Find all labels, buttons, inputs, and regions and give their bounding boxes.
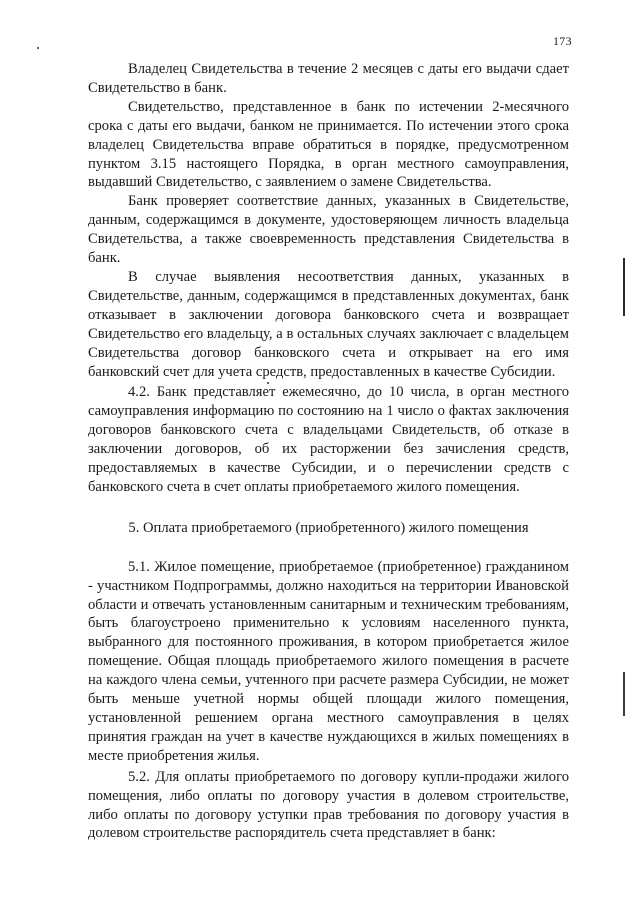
section-title: 5. Оплата приобретаемого (приобретенного) жилого помещения	[128, 519, 529, 536]
scan-binding-mark-lower	[623, 672, 625, 716]
page-number: 173	[553, 34, 572, 48]
paragraph-certificate-submission: Владелец Свидетельства в течение 2 месяцев с даты его выдачи сдает Свидетельство в банк.	[88, 61, 569, 96]
document-body	[88, 60, 569, 843]
paragraph-mismatch-handling: В случае выявления несоответствия данных, указанных в Свидетельстве, данным, содержащимся в представленных документах, банк отказывает в заключении договора банковского счета и возвращает Свидетельство его владельцу, а в остальных случаях заключает с владельцем Свидетельства договор банковского счета и открывает на его имя банковский счет для учета средств, предоставленных в качестве Субсидии.	[88, 268, 569, 380]
paragraph-5-2: 5.2. Для оплаты приобретаемого по договору купли-продажи жилого помещения, либо оплаты по договору участия в долевом строительстве, либо оплаты по договору уступки прав требования по договору участия в долевом строительстве распорядитель счета представляет в банк:	[88, 768, 569, 842]
paragraph-certificate-expiry: Свидетельство, представленное в банк по истечении 2-месячного срока с даты его выдачи, банком не принимается. По истечении этого срока владелец Свидетельства вправе обратиться в порядке, предусмотренном пунктом 3.15 настоящего Порядка, в орган местного самоуправления, выдавший Свидетельство, с заявлением о замене Свидетельства.	[88, 98, 569, 191]
paragraph-4-2: 4.2. Банк представляет ежемесячно, до 10 числа, в орган местного самоуправления информацию по состоянию на 1 число о фактах заключения договоров банковского счета с владельцами Свидетельств, об отказе в заключении договоров, об их расторжении без зачисления средств, предоставляемых в качестве Субсидии, и о перечислении средств с банковского счета в счет оплаты приобретаемого жилого помещения.	[88, 384, 569, 495]
scan-speck	[267, 382, 269, 384]
scan-binding-mark	[623, 258, 625, 316]
scan-speck	[37, 47, 39, 49]
paragraph-bank-verification: Банк проверяет соответствие данных, указанных в Свидетельстве, данным, содержащимся в документе, удостоверяющем личность владельца Свидетельства, а также своевременность представления Свидетельства в банк.	[88, 193, 569, 267]
paragraph-5-1: 5.1. Жилое помещение, приобретаемое (приобретенное) гражданином - участником Подпрограммы, должно находиться на территории Ивановской области и отвечать установленным санитарным и техническим требованиям, быть благоустроено применительно к условиям населенного пункта, выбранного для постоянного проживания, в котором приобретается жилое помещение. Общая площадь приобретаемого жилого помещения в расчете на каждого члена семьи, учтенного при расчете размера Субсидии, не может быть меньше учетной нормы общей площади жилого помещения, установленной решением органа местного самоуправления в целях принятия граждан на учет в качестве нуждающихся в жилых помещениях в месте приобретения жилья.	[88, 558, 569, 764]
